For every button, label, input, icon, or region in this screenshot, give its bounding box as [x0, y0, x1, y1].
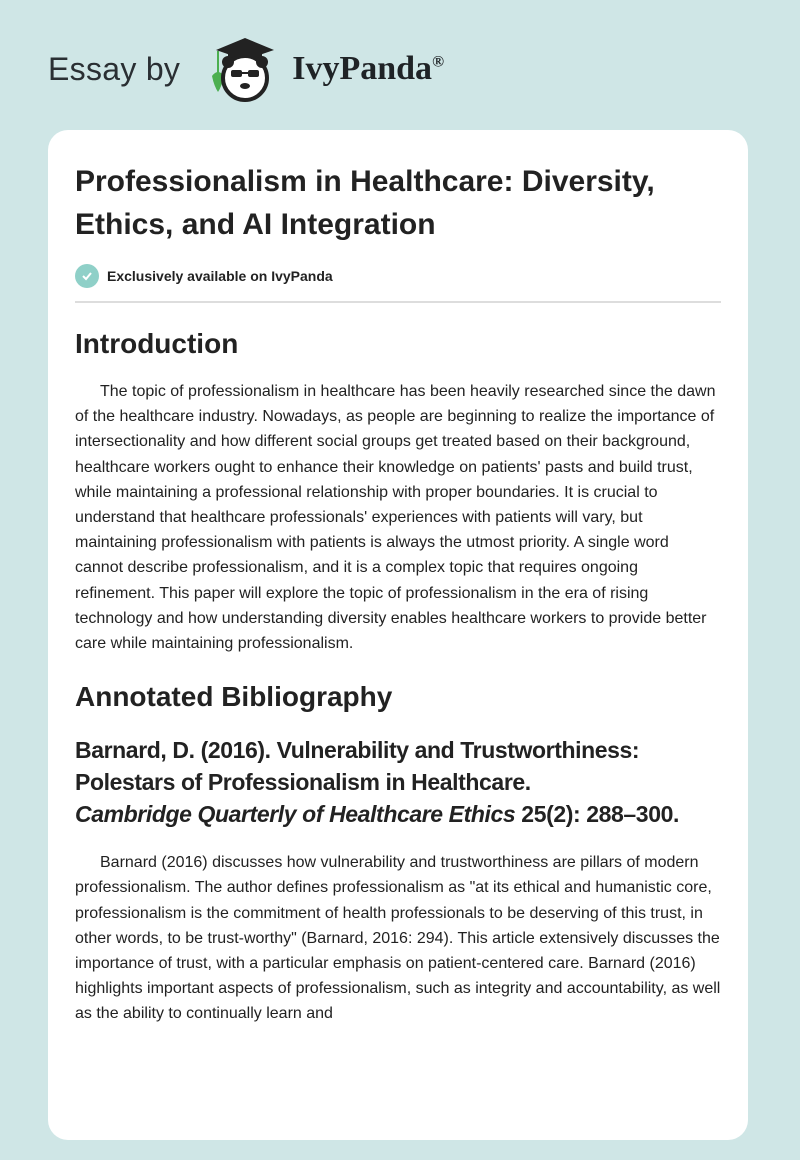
essay-by-label: Essay by	[48, 50, 181, 87]
exclusive-badge	[75, 264, 721, 288]
divider	[75, 301, 721, 303]
citation-heading	[75, 734, 721, 830]
check-icon	[75, 264, 99, 288]
brand-name[interactable]	[292, 50, 444, 88]
section-heading: Introduction	[75, 328, 239, 359]
page-title: Professionalism in Healthcare: Diversity, Ethics, and AI Integration	[75, 165, 655, 241]
citation-journal: Cambridge Quarterly of Healthcare Ethics	[75, 801, 516, 828]
site-header	[48, 34, 444, 104]
essay-card	[48, 130, 748, 1140]
brand-text: IvyPanda	[292, 50, 433, 87]
citation-source	[75, 798, 721, 830]
registered-mark: ®	[432, 53, 445, 71]
citation-paragraph: Barnard (2016) discusses how vulnerability and trustworthiness are pillars of modern professionalism. The author defines professionalism as "at its ethical and humanistic core, professionalism is the commitment of health professionals to be deserving of this trust, in other words, to be trust-worthy" (Barnard, 2016: 294). This article extensively discusses the importance of trust, with a particular emphasis on patient-centered care. Barnard (2016) highlights important aspects of professionalism, such as integrity and accountability, as well as the ability to continually learn and	[75, 854, 721, 1023]
exclusive-label: Exclusively available on IvyPanda	[107, 268, 333, 284]
citation-title: Barnard, D. (2016). Vulnerability and Trustworthiness: Polestars of Professionalism in Healthcare.	[75, 737, 640, 796]
section-heading: Annotated Bibliography	[75, 681, 393, 713]
citation-details: 25(2): 288–300.	[515, 801, 679, 828]
intro-paragraph: The topic of professionalism in healthcare has been heavily researched since the dawn of the healthcare industry. Nowadays, as people are beginning to realize the importance of intersectionality and how different social groups get treated based on their background, healthcare workers ought to enhance their knowledge on patients' pasts and build trust, while maintaining a professional relationship with proper boundaries. It is crucial to understand that healthcare professionals' experiences with patients will vary, but maintaining professionalism with patients is always the utmost priority. A single word cannot describe professionalism, and it is a complex topic that requires ongoing refinement. This paper will explore the topic of professionalism in the era of rising technology and how understanding diversity enables healthcare workers to provide better care while maintaining professionalism.	[75, 383, 716, 653]
ivypanda-logo-icon[interactable]	[202, 34, 288, 104]
